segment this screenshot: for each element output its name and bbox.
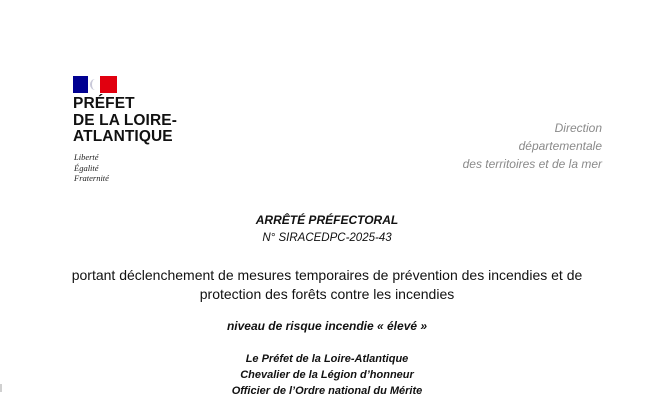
direction-line-3: des territoires et de la mer: [462, 157, 602, 171]
devise-liberte: Liberté: [74, 152, 99, 162]
arrete-number: N° SIRACEDPC-2025-43: [262, 232, 392, 244]
prefet-line-3: ATLANTIQUE: [73, 128, 173, 145]
arrete-objet-line-2: protection des forêts contre les incendies: [199, 286, 455, 302]
scan-edge-mark: [0, 384, 2, 392]
prefet-block: [73, 96, 177, 146]
direction-line-2: départementale: [518, 139, 602, 153]
arrete-objet-line-1: portant déclenchement de mesures temporaires de prévention des incendies et de: [71, 267, 583, 283]
direction-block: [463, 119, 602, 173]
direction-line-1: Direction: [554, 121, 602, 135]
signataire-line-3: Officier de l’Ordre national du Mérite: [231, 385, 423, 397]
flag-white-band: [88, 76, 100, 93]
devise-fraternite: Fraternité: [74, 173, 109, 183]
devise-egalite: Égalité: [74, 162, 99, 173]
arrete-title: ARRÊTÉ PRÉFECTORAL: [255, 213, 399, 227]
risk-level: niveau de risque incendie « élevé »: [226, 319, 428, 333]
flag-blue-band: [73, 76, 88, 93]
prefet-line-2: DE LA LOIRE-: [73, 111, 177, 129]
devise-block: [74, 152, 109, 184]
signataire-line-2: Chevalier de la Légion d’honneur: [240, 369, 414, 381]
marianne-flag-logo: [73, 76, 117, 93]
prefet-line-1: PRÉFET: [73, 95, 135, 112]
signataire-line-1: Le Préfet de la Loire-Atlantique: [245, 353, 409, 365]
flag-red-band: [100, 76, 117, 93]
